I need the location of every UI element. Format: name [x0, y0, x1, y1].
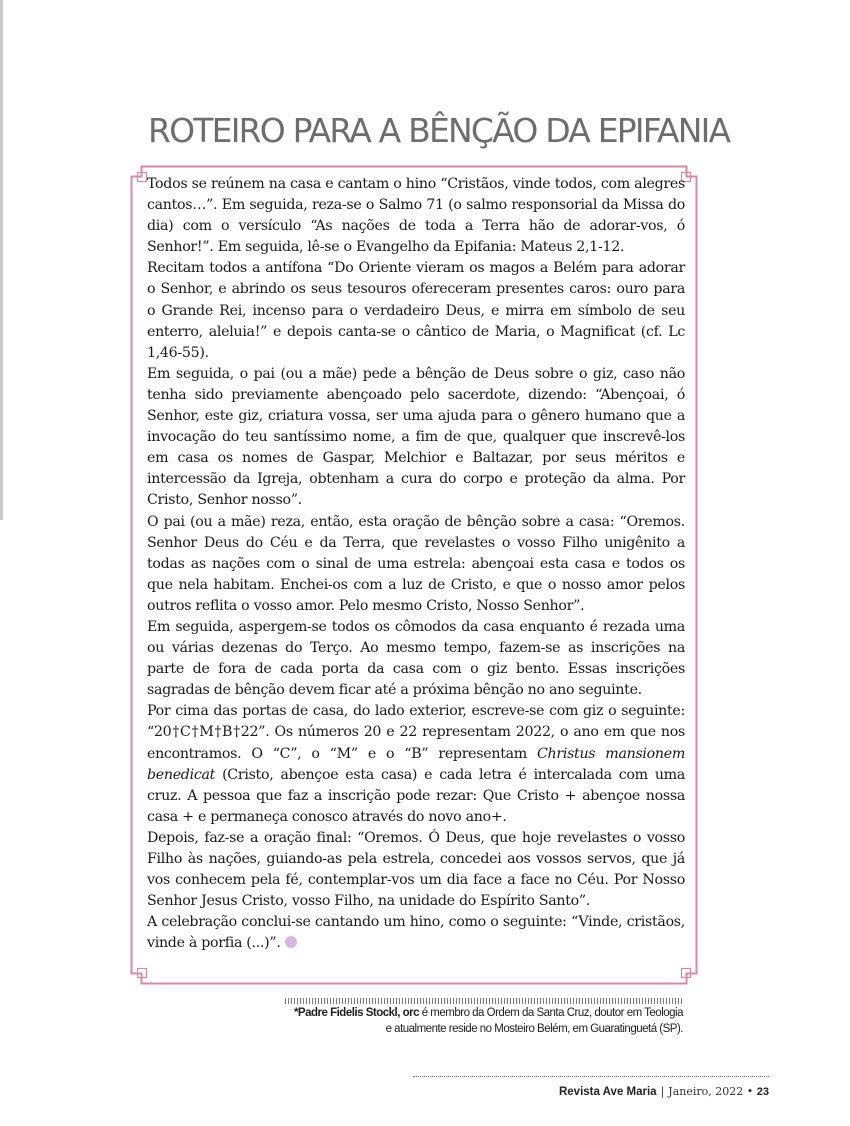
author-byline — [260, 1005, 683, 1037]
magazine-name: Revista Ave Maria — [558, 1086, 657, 1098]
paragraph-chalk-blessing: Em seguida, o pai (ou a mãe) pede a bênção de Deus sobre o giz, caso não tenha sido previamente abençoado pelo sacerdote, dizendo: “Abençoai, ó Senhor, este giz, criatura vossa, ser uma ajuda para o gênero humano que a invocação do teu santíssimo nome, a fim de que, qualquer que inscrevê-los em casa os nomes de Gaspar, Melchior e Baltazar, por seus méritos e intercessão da Igreja, obtenham a cura do corpo e proteção da alma. Por Cristo, Senhor nosso”. — [147, 365, 685, 509]
author-name: *Padre Fidelis Stockl, orc — [293, 1007, 419, 1019]
paragraph-house-blessing: O pai (ou a mãe) reza, então, esta oração de bênção sobre a casa: “Oremos. Senhor Deus do Céu e da Terra, que revelastes o vosso Filho unigênito a todas as nações com o sinal de uma estrela: abençoai esta casa e todos os que nela habitam. Enchei-os com a luz de Cristo, e que o nosso amor pelos outros reflita o vosso amor. Pelo mesmo Cristo, Nosso Senhor”. — [147, 513, 685, 614]
paragraph-antiphon: Recitam todos a antífona “Do Oriente vieram os magos a Belém para adorar o Senhor, e abrindo os seus tesouros ofereceram presentes caros: ouro para o Grande Rei, incenso para o verdadeiro Deus, e mirra em símbolo de seu enterro, aleluia!” e depois canta-se o cântico de Maria, o Magnificat (cf. Lc 1,46-55). — [147, 260, 685, 361]
inscription-text-b: (Cristo, abençoe esta casa) e cada letra é intercalada com uma cruz. A pessoa que faz a inscrição pode rezar: Que Cristo + abençoe nossa casa + e permaneça conosco através do novo ano+. — [147, 766, 685, 825]
footer-separator: | — [660, 1085, 665, 1098]
latin-phrase: Christus mansionem benedicat — [147, 745, 685, 783]
paragraph-sprinkling: Em seguida, aspergem-se todos os cômodos da casa enquanto é rezada uma ou várias dezenas do Terço. Ao mesmo tempo, fazem-se as inscrições na parte de fora de cada porta da casa com o giz bento. Essas inscrições sagradas de bênção devem ficar até a próxima bênção no ano seguinte. — [147, 618, 685, 699]
paragraph-closing — [147, 912, 685, 954]
page-title: ROTEIRO PARA A BÊNÇÃO DA EPIFANIA — [148, 111, 730, 150]
byline-divider — [285, 998, 683, 1004]
footer-bullet: • — [746, 1085, 754, 1098]
article-body — [147, 174, 685, 954]
issue-date: Janeiro, 2022 — [668, 1085, 744, 1098]
paragraph-inscription — [147, 701, 685, 828]
end-mark-dot — [285, 936, 297, 948]
author-bio-line2: e atualmente reside no Mosteiro Belém, em Guaratinguetá (SP). — [385, 1023, 683, 1035]
page-footer — [413, 1085, 769, 1098]
author-bio-line1: é membro da Ordem da Santa Cruz, doutor em Teologia — [419, 1007, 683, 1019]
closing-text: A celebração conclui-se cantando um hino, como o seguinte: “Vinde, cristãos, vinde à porfia (...)”. — [147, 914, 685, 952]
paragraph-final-prayer: Depois, faz-se a oração final: “Oremos. Ó Deus, que hoje revelastes o vosso Filho às nações, guiando-as pela estrela, concedei aos vossos servos, que já vos conhecem pela fé, contemplar-vos um dia face a face no Céu. Por Nosso Senhor Jesus Cristo, vosso Filho, na unidade do Espírito Santo”. — [147, 829, 685, 910]
paragraph-hymn: Todos se reúnem na casa e cantam o hino “Cristãos, vinde todos, com alegres cantos…”. Em seguida, reza-se o Salmo 71 (o salmo responsorial da Missa do dia) com o versículo “As nações de toda a Terra hão de adorar-vos, ó Senhor!”. Em seguida, lê-se o Evangelho da Epifania: Mateus 2,1-12. — [147, 176, 685, 256]
page-number: 23 — [756, 1086, 769, 1098]
page-edge-bar — [0, 0, 3, 520]
footer-divider — [413, 1076, 769, 1077]
inscription-text-a: Por cima das portas de casa, do lado exterior, escreve-se com giz o seguinte: “20†C†M†B†22”. Os números 20 e 22 representam 2022, o ano em que nos encontramos. O “C”, o “M” e o “B” representam — [147, 703, 685, 762]
